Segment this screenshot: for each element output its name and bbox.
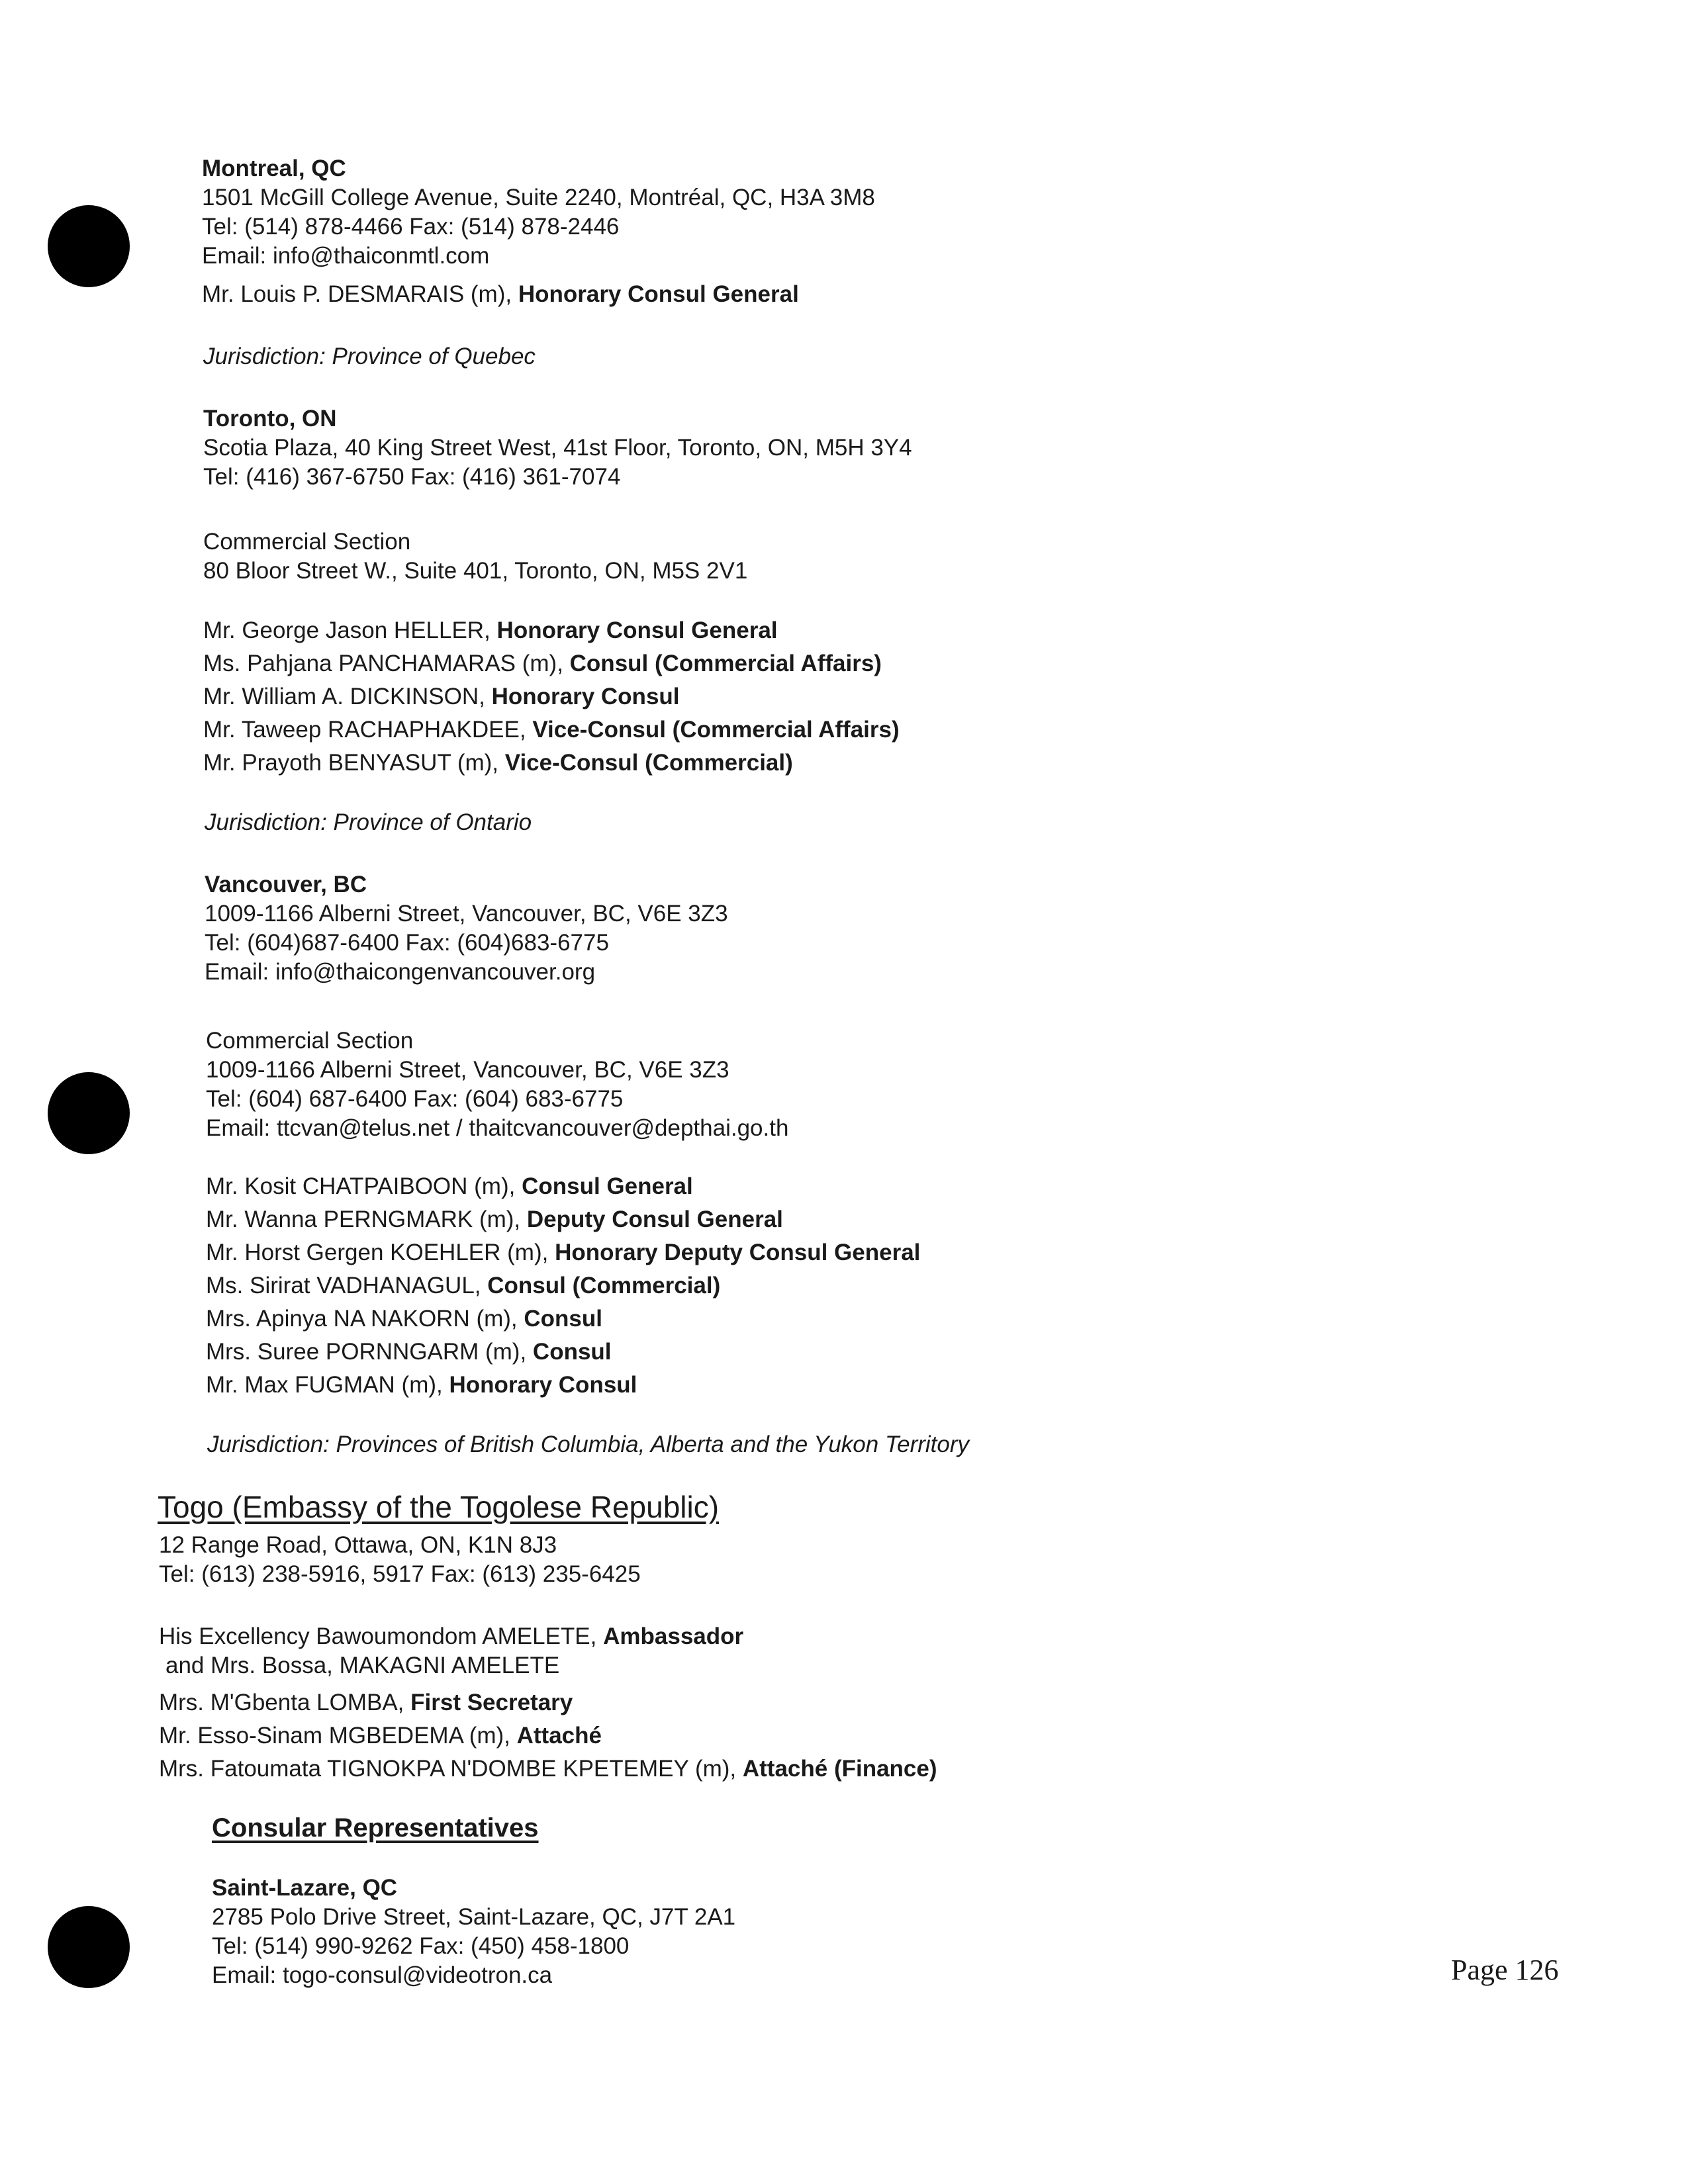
- punch-hole-bottom: [48, 1906, 130, 1988]
- staff-name: Mr. Max FUGMAN (m),: [206, 1372, 449, 1398]
- staff-name: Ms. Sirirat VADHANAGUL,: [206, 1273, 488, 1298]
- vancouver-staff-3: [206, 1239, 920, 1267]
- montreal-tel-fax: Tel: (514) 878-4466 Fax: (514) 878-2446: [202, 214, 620, 240]
- staff-title: Consul: [524, 1306, 602, 1332]
- staff-title: Attaché: [516, 1723, 602, 1749]
- staff-name: Mr. Kosit CHATPAIBOON (m),: [206, 1173, 522, 1199]
- vancouver-staff-7: [206, 1371, 637, 1399]
- staff-name: Mr. George Jason HELLER,: [203, 617, 497, 643]
- vancouver-commercial-tel-fax: Tel: (604) 687-6400 Fax: (604) 683-6775: [206, 1086, 624, 1112]
- montreal-jurisdiction: Jurisdiction: Province of Quebec: [203, 343, 536, 369]
- punch-hole-top: [48, 205, 130, 287]
- vancouver-staff-1: [206, 1173, 693, 1201]
- vancouver-email: Email: info@thaicongenvancouver.org: [205, 959, 596, 985]
- staff-title: Vice-Consul (Commercial): [504, 750, 793, 776]
- togo-address: 12 Range Road, Ottawa, ON, K1N 8J3: [159, 1532, 557, 1558]
- staff-name: Ms. Pahjana PANCHAMARAS (m),: [203, 651, 570, 676]
- togo-ambassador-spouse: and Mrs. Bossa, MAKAGNI AMELETE: [165, 1653, 560, 1678]
- togo-consular-heading: Consular Representatives: [212, 1813, 539, 1843]
- staff-title: Consul (Commercial Affairs): [569, 651, 882, 676]
- toronto-tel-fax: Tel: (416) 367-6750 Fax: (416) 361-7074: [203, 464, 621, 490]
- toronto-staff-4: [203, 716, 900, 744]
- vancouver-staff-5: [206, 1305, 602, 1333]
- page-number: Page 126: [1451, 1954, 1559, 1986]
- staff-name: His Excellency Bawoumondom AMELETE,: [159, 1623, 604, 1649]
- togo-ambassador: [159, 1623, 743, 1651]
- togo-tel-fax: Tel: (613) 238-5916, 5917 Fax: (613) 235-6425: [159, 1561, 641, 1587]
- togo-embassy-title: Togo (Embassy of the Togolese Republic): [158, 1490, 720, 1524]
- togo-staff-2: [159, 1722, 602, 1750]
- vancouver-commercial-email: Email: ttcvan@telus.net / thaitcvancouver@depthai.go.th: [206, 1115, 789, 1141]
- staff-title: First Secretary: [410, 1690, 573, 1715]
- staff-title: Attaché (Finance): [742, 1756, 937, 1782]
- toronto-staff-1: [203, 617, 778, 645]
- vancouver-jurisdiction: Jurisdiction: Provinces of British Columbia, Alberta and the Yukon Territory: [207, 1432, 970, 1457]
- toronto-address: Scotia Plaza, 40 King Street West, 41st Floor, Toronto, ON, M5H 3Y4: [203, 435, 912, 461]
- staff-title: Ambassador: [603, 1623, 744, 1649]
- vancouver-commercial-label: Commercial Section: [206, 1028, 414, 1054]
- togo-staff-3: [159, 1755, 937, 1783]
- toronto-commercial-address: 80 Bloor Street W., Suite 401, Toronto, ON, M5S 2V1: [203, 558, 748, 584]
- saint-lazare-tel-fax: Tel: (514) 990-9262 Fax: (450) 458-1800: [212, 1933, 630, 1959]
- staff-title: Consul: [532, 1339, 612, 1365]
- toronto-heading: Toronto, ON: [203, 406, 337, 432]
- staff-name: Mrs. Apinya NA NAKORN (m),: [206, 1306, 524, 1332]
- saint-lazare-email: Email: togo-consul@videotron.ca: [212, 1962, 553, 1988]
- staff-title: Honorary Consul General: [496, 617, 778, 643]
- vancouver-staff-6: [206, 1338, 612, 1366]
- staff-title: Honorary Consul General: [518, 281, 799, 307]
- vancouver-address: 1009-1166 Alberni Street, Vancouver, BC, V6E 3Z3: [205, 901, 728, 927]
- staff-name: Mr. Wanna PERNGMARK (m),: [206, 1206, 527, 1232]
- montreal-staff-1: [202, 281, 799, 308]
- punch-hole-middle: [48, 1072, 130, 1154]
- staff-title: Consul General: [522, 1173, 693, 1199]
- staff-name: Mrs. M'Gbenta LOMBA,: [159, 1690, 411, 1715]
- montreal-heading: Montreal, QC: [202, 156, 346, 181]
- staff-title: Vice-Consul (Commercial Affairs): [532, 717, 900, 743]
- staff-title: Deputy Consul General: [526, 1206, 783, 1232]
- saint-lazare-heading: Saint-Lazare, QC: [212, 1875, 398, 1901]
- staff-name: Mr. Esso-Sinam MGBEDEMA (m),: [159, 1723, 517, 1749]
- staff-name: Mrs. Fatoumata TIGNOKPA N'DOMBE KPETEMEY (m),: [159, 1756, 743, 1782]
- staff-title: Honorary Consul: [491, 684, 680, 709]
- toronto-jurisdiction: Jurisdiction: Province of Ontario: [205, 809, 532, 835]
- staff-name: Mrs. Suree PORNNGARM (m),: [206, 1339, 533, 1365]
- montreal-email: Email: info@thaiconmtl.com: [202, 243, 490, 269]
- staff-name: Mr. Louis P. DESMARAIS (m),: [202, 281, 518, 307]
- staff-name: Mr. Horst Gergen KOEHLER (m),: [206, 1240, 555, 1265]
- staff-name: Mr. Prayoth BENYASUT (m),: [203, 750, 505, 776]
- toronto-staff-5: [203, 749, 793, 777]
- saint-lazare-address: 2785 Polo Drive Street, Saint-Lazare, QC, J7T 2A1: [212, 1904, 736, 1930]
- staff-name: Mr. Taweep RACHAPHAKDEE,: [203, 717, 533, 743]
- vancouver-tel-fax: Tel: (604)687-6400 Fax: (604)683-6775: [205, 930, 609, 956]
- toronto-staff-2: [203, 650, 882, 678]
- staff-title: Honorary Consul: [449, 1372, 637, 1398]
- vancouver-heading: Vancouver, BC: [205, 872, 367, 897]
- toronto-commercial-label: Commercial Section: [203, 529, 411, 555]
- togo-staff-1: [159, 1689, 573, 1717]
- staff-title: Honorary Deputy Consul General: [555, 1240, 921, 1265]
- staff-name: Mr. William A. DICKINSON,: [203, 684, 492, 709]
- vancouver-staff-4: [206, 1272, 720, 1300]
- vancouver-commercial-address: 1009-1166 Alberni Street, Vancouver, BC, V6E 3Z3: [206, 1057, 729, 1083]
- staff-title: Consul (Commercial): [487, 1273, 721, 1298]
- toronto-staff-3: [203, 683, 680, 711]
- vancouver-staff-2: [206, 1206, 783, 1234]
- montreal-address: 1501 McGill College Avenue, Suite 2240, Montréal, QC, H3A 3M8: [202, 185, 875, 210]
